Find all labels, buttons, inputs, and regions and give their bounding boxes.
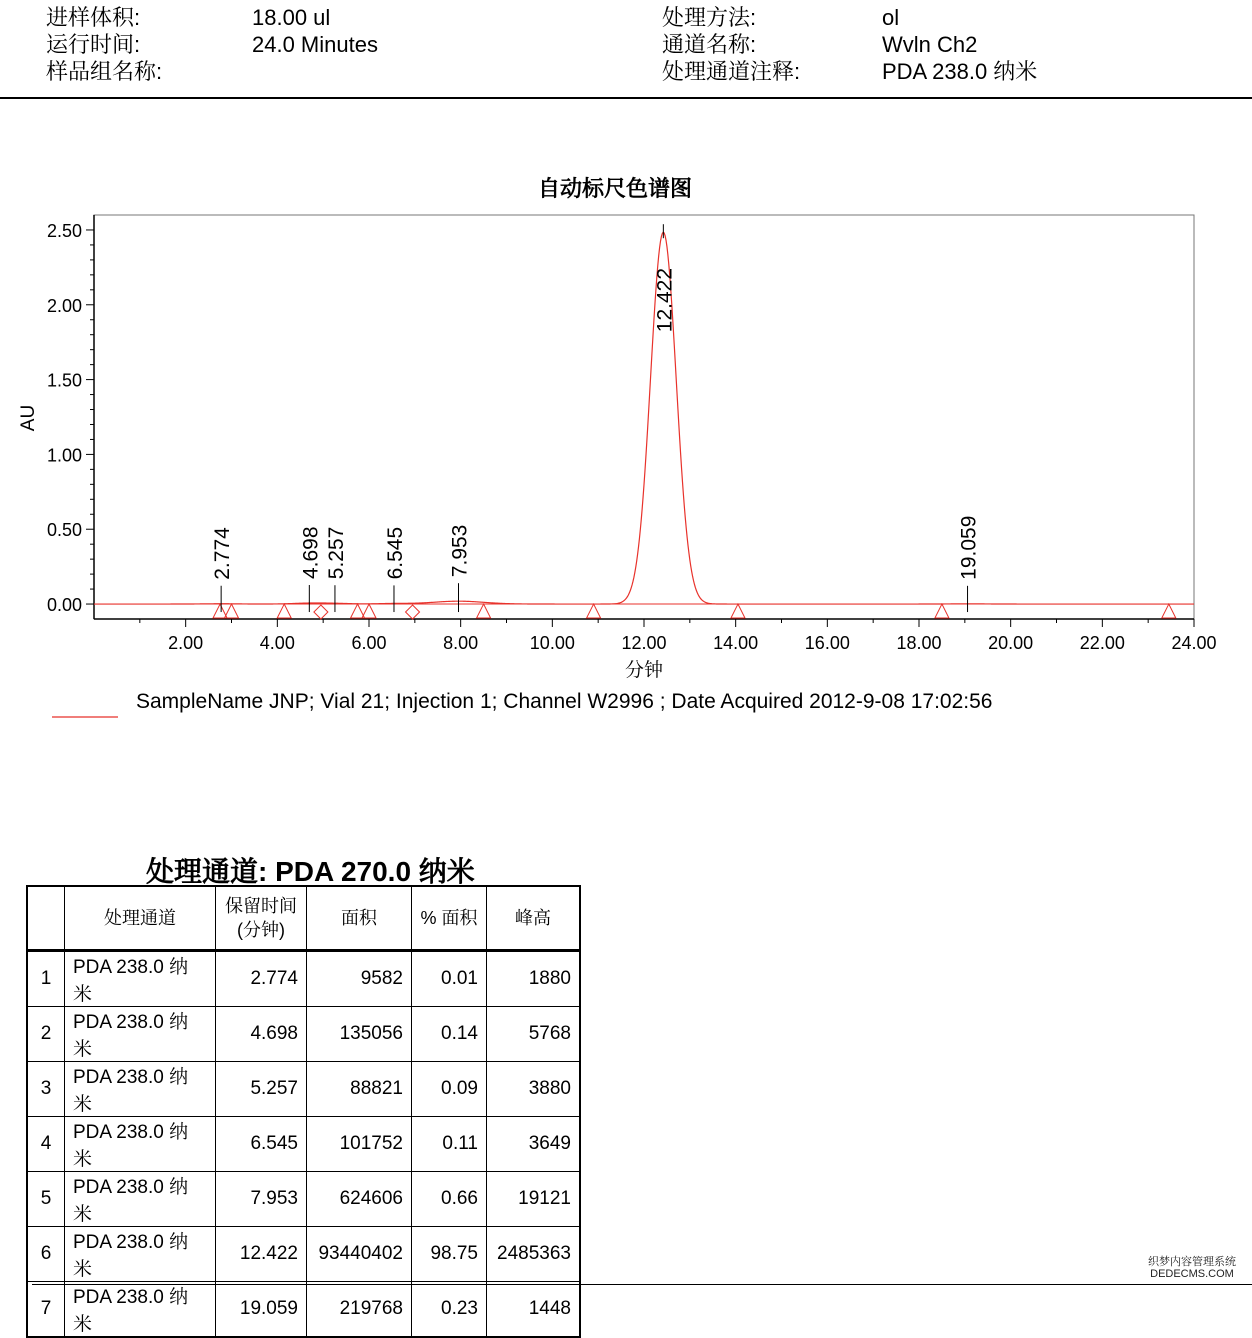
chromatogram-trace: [94, 232, 1194, 604]
header-label-run-time: 运行时间:: [46, 32, 141, 57]
table-row: [27, 1172, 580, 1227]
row-height: 19121: [487, 1172, 581, 1227]
table-row: [27, 1062, 580, 1117]
row-retention-time: 12.422: [216, 1227, 307, 1282]
row-retention-time: 5.257: [216, 1062, 307, 1117]
row-retention-time: 19.059: [216, 1282, 307, 1338]
row-percent-area: 98.75: [412, 1227, 487, 1282]
baseline-start-marker: [731, 604, 745, 618]
row-height: 1880: [487, 951, 581, 1007]
chart-title: 自动标尺色谱图: [537, 176, 693, 201]
x-tick-label: 16.00: [804, 633, 850, 653]
row-channel: PDA 238.0 纳米: [65, 951, 216, 1007]
row-channel: PDA 238.0 纳米: [65, 1227, 216, 1282]
baseline-start-marker: [277, 604, 291, 618]
row-area: 624606: [307, 1172, 412, 1227]
row-percent-area: 0.09: [412, 1062, 487, 1117]
row-retention-time: 6.545: [216, 1117, 307, 1172]
row-percent-area: 0.23: [412, 1282, 487, 1338]
y-tick-label: 2.00: [46, 295, 82, 316]
baseline-start-marker: [1162, 604, 1176, 618]
baseline-start-marker: [351, 604, 365, 618]
row-height: 3880: [487, 1062, 581, 1117]
header-divider: [0, 97, 1252, 99]
row-height: 5768: [487, 1007, 581, 1062]
table-header-percent-area: % 面积: [412, 886, 487, 951]
peak-labels: [211, 224, 980, 612]
plot-border: [94, 215, 1194, 619]
x-axis: [94, 619, 1217, 653]
row-area: 219768: [307, 1282, 412, 1338]
table-row: [27, 951, 580, 1007]
row-percent-area: 0.14: [412, 1007, 487, 1062]
row-area: 101752: [307, 1117, 412, 1172]
peak-label: 19.059: [957, 515, 981, 580]
baseline-start-marker: [362, 604, 376, 618]
row-index: 2: [27, 1007, 65, 1062]
header-label-channel-note: 处理通道注释:: [662, 59, 801, 84]
header-label-method: 处理方法:: [662, 5, 757, 30]
x-tick-label: 2.00: [168, 633, 204, 653]
row-percent-area: 0.11: [412, 1117, 487, 1172]
baseline-markers: [213, 604, 1176, 619]
footer-divider: [32, 1284, 1252, 1285]
row-area: 93440402: [307, 1227, 412, 1282]
header-value-run-time: 24.0 Minutes: [252, 32, 378, 57]
row-area: 9582: [307, 951, 412, 1007]
row-area: 135056: [307, 1007, 412, 1062]
y-axis-label: AU: [18, 404, 39, 432]
x-tick-label: 24.00: [1171, 633, 1217, 653]
peak-label: 6.545: [383, 526, 407, 580]
baseline-start-marker: [213, 604, 227, 618]
row-index: 6: [27, 1227, 65, 1282]
row-channel: PDA 238.0 纳米: [65, 1007, 216, 1062]
plot-frame: [94, 215, 1194, 619]
table-header-retention-time: 保留时间 (分钟): [216, 886, 307, 951]
peak-label: 12.422: [653, 267, 677, 333]
table-header-channel: 处理通道: [65, 886, 216, 951]
table-header-row: [27, 886, 580, 951]
peak-table: [26, 885, 581, 1338]
peak-label: 5.257: [324, 526, 348, 580]
header-value-injection-volume: 18.00 ul: [252, 5, 331, 30]
x-tick-label: 20.00: [988, 633, 1034, 653]
x-tick-label: 14.00: [713, 633, 759, 653]
row-channel: PDA 238.0 纳米: [65, 1172, 216, 1227]
header-label-sample-set: 样品组名称:: [46, 59, 163, 84]
row-area: 88821: [307, 1062, 412, 1117]
row-index: 1: [27, 951, 65, 1007]
x-tick-label: 22.00: [1079, 633, 1125, 653]
legend-entry: SampleName JNP; Vial 21; Injection 1; Channel W2996 ; Date Acquired 2012-9-08 17:02:56: [136, 690, 993, 713]
table-header-height: 峰高: [487, 886, 581, 951]
row-retention-time: 2.774: [216, 951, 307, 1007]
chromatogram-chart: [0, 160, 1252, 740]
table-header-area: 面积: [307, 886, 412, 951]
table-row: [27, 1007, 580, 1062]
table-row: [27, 1117, 580, 1172]
peak-label: 2.774: [211, 527, 235, 580]
row-retention-time: 4.698: [216, 1007, 307, 1062]
y-tick-label: 1.00: [46, 445, 82, 466]
table-title: 处理通道: PDA 270.0 纳米: [146, 856, 475, 887]
peak-label: 7.953: [448, 524, 472, 578]
row-index: 3: [27, 1062, 65, 1117]
x-axis-label: 分钟: [624, 660, 664, 681]
header-label-channel-name: 通道名称:: [662, 32, 757, 57]
row-height: 1448: [487, 1282, 581, 1338]
row-index: 4: [27, 1117, 65, 1172]
x-tick-label: 18.00: [896, 633, 942, 653]
row-channel: PDA 238.0 纳米: [65, 1282, 216, 1338]
table-row: [27, 1227, 580, 1282]
y-tick-label: 0.50: [46, 520, 82, 541]
y-axis: [47, 215, 94, 619]
watermark-line2: DEDECMS.COM: [1150, 1268, 1234, 1280]
x-tick-label: 10.00: [529, 633, 575, 653]
header-label-injection-volume: 进样体积:: [46, 5, 141, 30]
row-percent-area: 0.66: [412, 1172, 487, 1227]
header-value-channel-name: Wvln Ch2: [882, 32, 978, 57]
peak-label: 4.698: [299, 526, 323, 580]
table-header-index: [27, 886, 65, 951]
row-percent-area: 0.01: [412, 951, 487, 1007]
baseline-start-marker: [225, 604, 239, 618]
row-channel: PDA 238.0 纳米: [65, 1117, 216, 1172]
baseline-drop-marker: [314, 605, 328, 619]
row-channel: PDA 238.0 纳米: [65, 1062, 216, 1117]
y-tick-label: 2.50: [46, 220, 82, 241]
x-tick-label: 8.00: [443, 633, 479, 653]
baseline-drop-marker: [406, 605, 420, 619]
header-value-method: ol: [882, 5, 900, 30]
row-height: 3649: [487, 1117, 581, 1172]
row-index: 5: [27, 1172, 65, 1227]
row-height: 2485363: [487, 1227, 581, 1282]
baseline-start-marker: [477, 604, 491, 618]
watermark-line1: 织梦内容管理系统: [1148, 1256, 1236, 1268]
x-tick-label: 6.00: [351, 633, 387, 653]
table-row: [27, 1282, 580, 1338]
x-tick-label: 4.00: [259, 633, 295, 653]
y-tick-label: 1.50: [46, 370, 82, 391]
baseline-start-marker: [587, 604, 601, 618]
header-value-channel-note: PDA 238.0 纳米: [882, 59, 1038, 84]
watermark: [1142, 1256, 1242, 1280]
row-retention-time: 7.953: [216, 1172, 307, 1227]
baseline-start-marker: [935, 604, 949, 618]
row-index: 7: [27, 1282, 65, 1338]
x-tick-label: 12.00: [621, 633, 667, 653]
y-tick-label: 0.00: [46, 595, 82, 616]
